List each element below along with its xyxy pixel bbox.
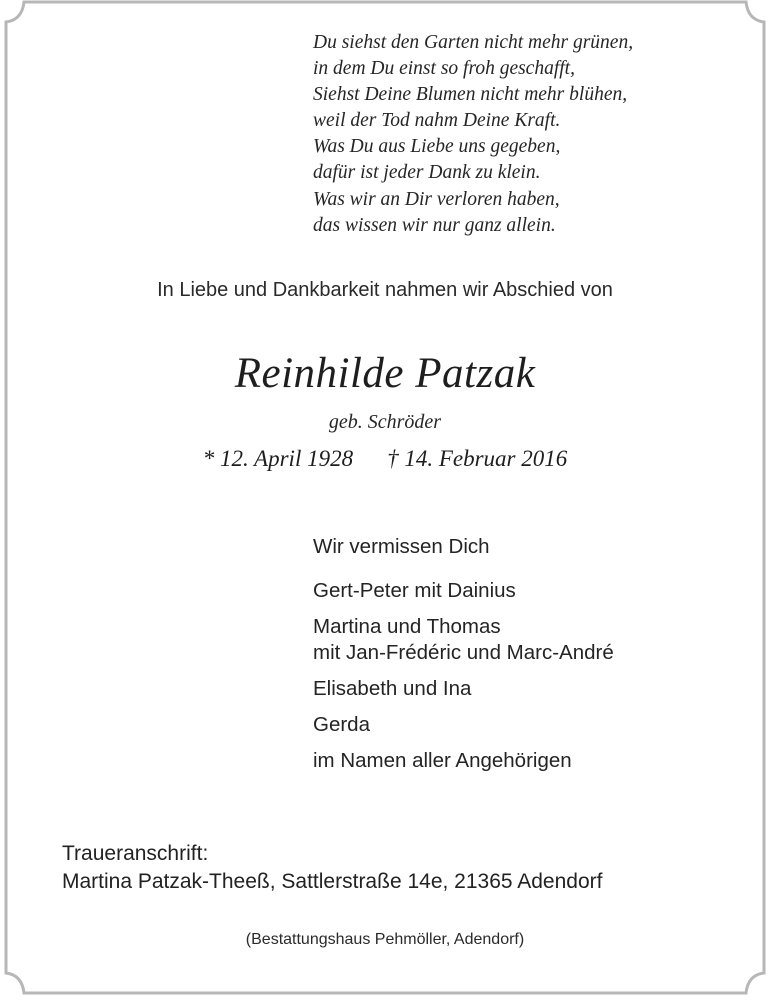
poem-line: Was wir an Dir verloren haben, [313,188,560,210]
poem-line: Du siehst den Garten nicht mehr grünen, [313,32,634,53]
funeral-home-credit: (Bestattungshaus Pehmöller, Adendorf) [245,931,525,948]
mourner-line: im Namen aller Angehörigen [313,749,572,772]
address-label: Traueranschrift: [62,842,209,865]
mourners-list [313,534,614,774]
memorial-poem [313,30,633,239]
poem-line: Was Du aus Liebe uns gegeben, [313,136,561,158]
poem-line: das wissen wir nur ganz allein. [313,214,556,236]
life-dates [0,444,770,474]
mourner-line: Gerda [313,713,370,736]
poem-line: Siehst Deine Blumen nicht mehr blühen, [313,84,628,106]
deceased-name: Reinhilde Patzak [234,350,536,397]
mourning-address [62,840,602,896]
mourner-line: Elisabeth und Ina [313,677,472,700]
death-date: † 14. Februar 2016 [387,446,568,471]
mourner-line: Martina und Thomas [313,615,501,638]
poem-line: dafür ist jeder Dank zu klein. [313,162,541,184]
maiden-name: geb. Schröder [328,411,442,433]
address-value: Martina Patzak-Theeß, Sattlerstraße 14e, 21365 Adendorf [62,870,603,893]
poem-line: weil der Tod nahm Deine Kraft. [313,110,561,132]
mourner-line: Gert-Peter mit Dainius [313,579,516,602]
poem-line: in dem Du einst so froh geschafft, [313,58,575,80]
birth-date: * 12. April 1928 [202,446,354,471]
farewell-intro: In Liebe und Dankbarkeit nahmen wir Abschied von [157,279,613,301]
mourners-heading: Wir vermissen Dich [313,535,490,558]
mourner-line: mit Jan-Frédéric und Marc-André [313,641,614,664]
